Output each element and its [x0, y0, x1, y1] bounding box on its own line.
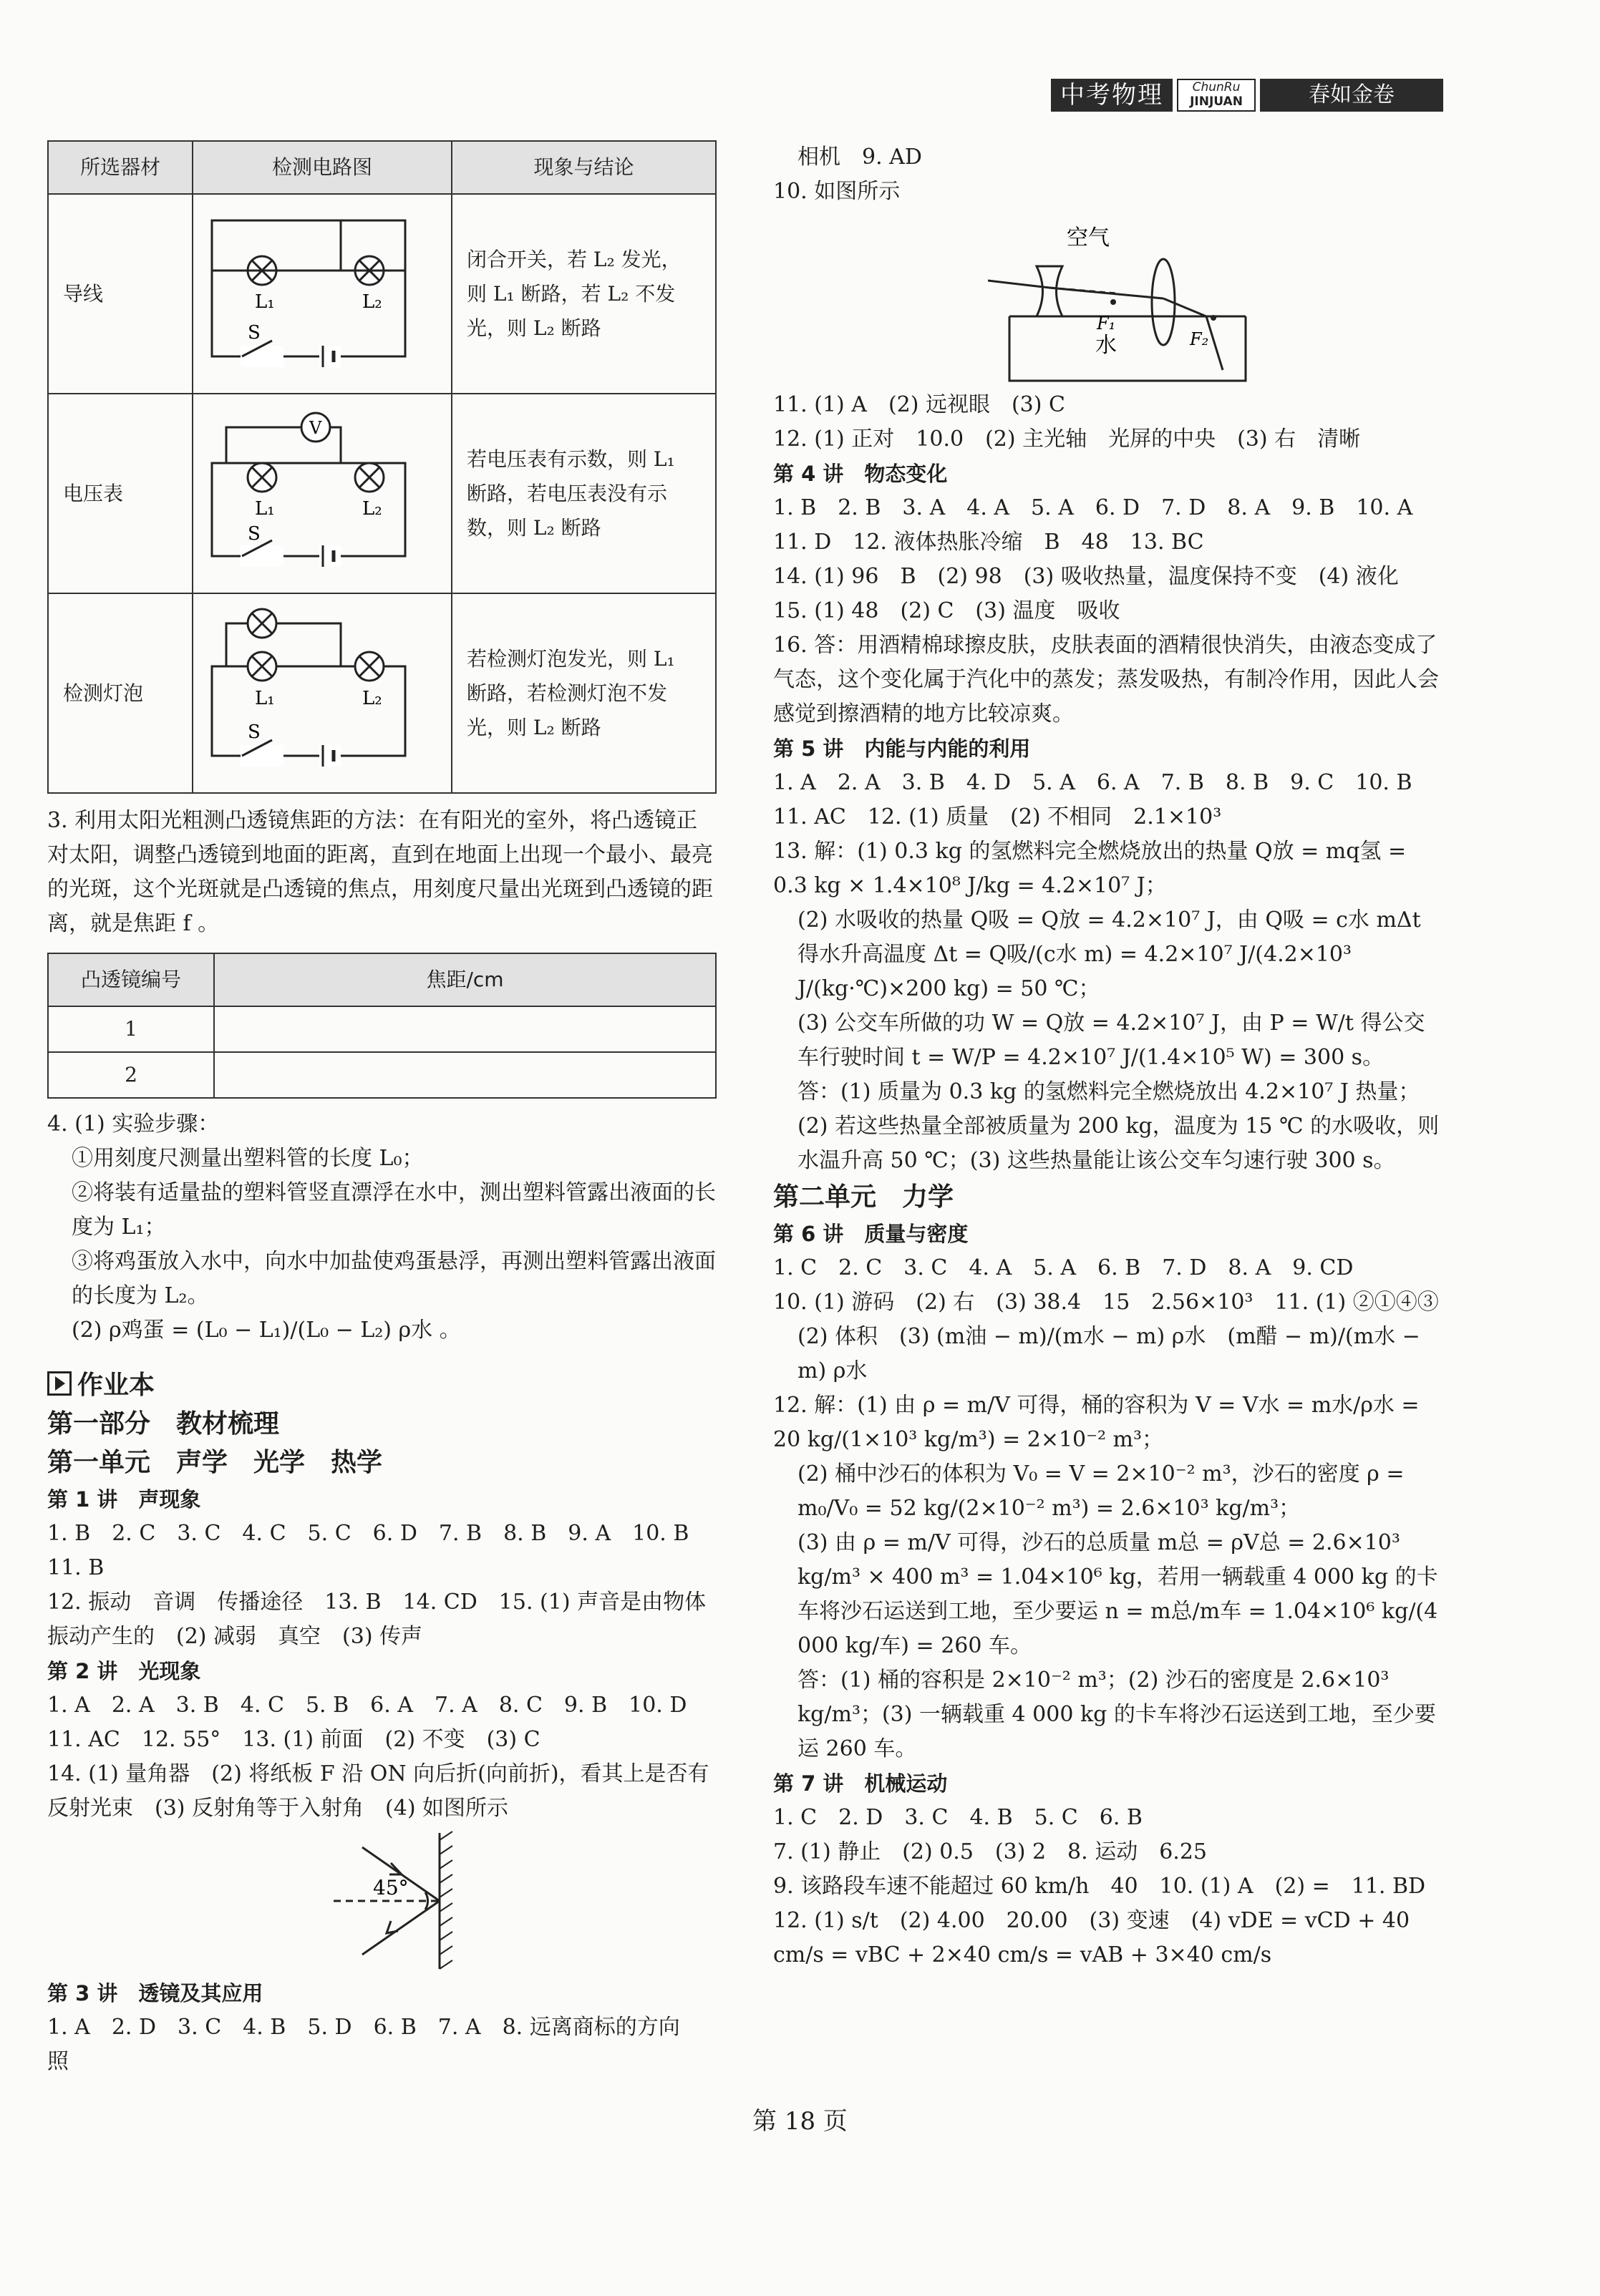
- table-cell: [214, 1006, 716, 1052]
- table-row: [48, 394, 716, 593]
- circuit-wire-svg: [198, 199, 427, 378]
- table-cell: 检测灯泡: [48, 593, 193, 793]
- reflection-figure: [47, 1826, 717, 1976]
- table-cell: 导线: [48, 194, 193, 394]
- lecture-4-answers: 1. B 2. B 3. A 4. A 5. A 6. D 7. D 8. A 9. B 10. A: [773, 495, 1413, 520]
- lecture-2-title: 第 2 讲 光现象: [47, 1659, 201, 1683]
- lecture-2-answers: 14. (1) 量角器 (2) 将纸板 F 沿 ON 向后折(向前折)，看其上是否有反射光束 (3) 反射角等于入射角 (4) 如图所示: [47, 1761, 709, 1821]
- lecture-3-answers: 相机 9. AD: [797, 145, 922, 170]
- lens-svg: [773, 209, 1443, 388]
- label-l2: L₂: [362, 291, 382, 313]
- lecture-4-title: 第 4 讲 物态变化: [773, 462, 948, 486]
- table-cell: 2: [48, 1052, 214, 1098]
- lecture-6-answers: 10. (1) 游码 (2) 右 (3) 38.4 15 2.56×10³ 11. (1) ②①④③: [773, 1290, 1439, 1315]
- lecture-5-answers: 13. 解：(1) 0.3 kg 的氢燃料完全燃烧放出的热量 Q放 = mq氢 = 0.3 kg × 1.4×10⁸ J/kg = 4.2×10⁷ J；: [773, 839, 1407, 898]
- label-v: V: [309, 418, 322, 438]
- lecture-5-title: 第 5 讲 内能与内能的利用: [773, 736, 1031, 761]
- q4-line-1: 4. (1) 实验步骤：: [47, 1111, 220, 1137]
- fig-air-label: 空气: [1067, 225, 1110, 250]
- table-header: 焦距/cm: [214, 953, 716, 1006]
- label-s: S: [248, 721, 261, 743]
- fig-water-label: 水: [1095, 333, 1117, 358]
- part-heading: 第一部分 教材梳理: [47, 1409, 280, 1439]
- lecture-6-answers: 1. C 2. C 3. C 4. A 5. A 6. B 7. D 8. A 9. CD: [773, 1255, 1354, 1280]
- label-l1: L₁: [255, 688, 275, 709]
- table-row: [48, 1052, 716, 1098]
- lecture-5-answers: 1. A 2. A 3. B 4. D 5. A 6. A 7. B 8. B 9. C 10. B: [773, 770, 1412, 795]
- circuit-diagram-voltmeter: [193, 394, 452, 593]
- lecture-7-answers: 7. (1) 静止 (2) 0.5 (3) 2 8. 运动 6.25: [773, 1839, 1208, 1864]
- unit2-heading: 第二单元 力学: [773, 1182, 954, 1212]
- lecture-7-answers: 1. C 2. D 3. C 4. B 5. C 6. B: [773, 1805, 1143, 1830]
- lecture-6-answers: 答：(1) 桶的容积是 2×10⁻² m³；(2) 沙石的密度是 2.6×10³ kg/m³；(3) 一辆载重 4 000 kg 的卡车将沙石运送到工地，至少要运 260 车。: [797, 1668, 1436, 1761]
- table-header: 现象与结论: [452, 141, 716, 194]
- lecture-5-answers: 11. AC 12. (1) 质量 (2) 不相同 2.1×10³: [773, 804, 1222, 830]
- table-header: 凸透镜编号: [48, 953, 214, 1006]
- table-row: [48, 194, 716, 394]
- table-cell: 闭合开关，若 L₂ 发光，则 L₁ 断路，若 L₂ 不发光，则 L₂ 断路: [452, 194, 716, 394]
- homework-heading: [47, 1366, 717, 1405]
- lecture-6-answers: (2) 体积 (3) (m油 − m)/(m水 − m) ρ水 (m醋 − m)/(m水 − m) ρ水: [797, 1324, 1420, 1383]
- circuit-table: [47, 140, 717, 794]
- lecture-3-answers: 12. (1) 正对 10.0 (2) 主光轴 光屏的中央 (3) 右 清晰: [773, 427, 1361, 452]
- label-l2: L₂: [362, 688, 382, 709]
- lecture-3-answers: 11. (1) A (2) 远视眼 (3) C: [773, 392, 1065, 417]
- table-cell: [214, 1052, 716, 1098]
- play-icon: [47, 1371, 72, 1396]
- page-number: 第 18 页: [752, 2107, 848, 2136]
- table-cell: 电压表: [48, 394, 193, 593]
- lecture-3-title: 第 3 讲 透镜及其应用: [47, 1981, 263, 2005]
- circuit-diagram-lamp: [193, 593, 452, 793]
- label-s: S: [248, 523, 261, 545]
- q4-line-3: ②将装有适量盐的塑料管竖直漂浮在水中，测出塑料管露出液面的长度为 L₁；: [72, 1180, 716, 1240]
- header-banner: [1051, 69, 1443, 120]
- fig-f1-label: F₁: [1097, 313, 1116, 334]
- lecture-7-title: 第 7 讲 机械运动: [773, 1771, 948, 1796]
- lecture-6-answers: (2) 桶中沙石的体积为 V₀ = V = 2×10⁻² m³，沙石的密度 ρ = m₀/V₀ = 52 kg/(2×10⁻² m³) = 2.6×10³ kg/m³；: [797, 1461, 1405, 1521]
- label-l1: L₁: [255, 498, 275, 520]
- label-l2: L₂: [362, 498, 382, 520]
- question-3: 3. 利用太阳光粗测凸透镜焦距的方法：在有阳光的室外，将凸透镜正对太阳，调整凸透镜到地面的距离，直到在地面上出现一个最小、最亮的光斑，这个光斑就是凸透镜的焦点，用刻度尺量出光斑到凸透镜的距离，就是焦距 f 。: [47, 808, 713, 936]
- brand-english-1: ChunRu: [1192, 80, 1241, 94]
- circuit-lamp-svg: [198, 598, 427, 777]
- lecture-3-answers: 1. A 2. D 3. C 4. B 5. D 6. B 7. A 8. 远离商标的方向 照: [47, 2015, 702, 2074]
- q4-line-2: ①用刻度尺测量出塑料管的长度 L₀；: [72, 1146, 424, 1171]
- q4-line-4: ③将鸡蛋放入水中，向水中加盐使鸡蛋悬浮，再测出塑料管露出液面的长度为 L₂。: [72, 1249, 716, 1308]
- brand-chinese: 春如金卷: [1260, 79, 1443, 112]
- lecture-4-answers: 15. (1) 48 (2) C (3) 温度 吸收: [773, 598, 1120, 623]
- brand-english-2: JINJUAN: [1190, 94, 1243, 109]
- reflection-svg: [47, 1826, 717, 1976]
- lecture-2-answers: 1. A 2. A 3. B 4. C 5. B 6. A 7. A 8. C 9. B 10. D 11. AC 12. 55° 13. (1) 前面 (2) 不变 (3) C: [47, 1693, 709, 1752]
- focal-length-table: [47, 953, 717, 1099]
- lecture-1-answers: 12. 振动 音调 传播途径 13. B 14. CD 15. (1) 声音是由物体振动产生的 (2) 减弱 真空 (3) 传声: [47, 1590, 707, 1649]
- lecture-6-answers: (3) 由 ρ = m/V 可得，沙石的总质量 m总 = ρV总 = 2.6×10³ kg/m³ × 400 m³ = 1.04×10⁶ kg，若用一辆载重 4 000 kg 的卡车将沙石运送到工地，至少要运 n = m总/m车 = 1.04×10⁶ kg/(4 000 kg/车) = 260 车。: [797, 1530, 1438, 1658]
- lecture-4-answers: 11. D 12. 液体热胀冷缩 B 48 13. BC: [773, 530, 1204, 555]
- table-row: [48, 593, 716, 793]
- lecture-4-answers: 14. (1) 96 B (2) 98 (3) 吸收热量，温度保持不变 (4) 液化: [773, 564, 1399, 589]
- lecture-6-answers: 12. 解：(1) 由 ρ = m/V 可得，桶的容积为 V = V水 = m水/ρ水 = 20 kg/(1×10³ kg/m³) = 2×10⁻² m³；: [773, 1393, 1420, 1452]
- table-row: [48, 1006, 716, 1052]
- lecture-1-answers: 1. B 2. C 3. C 4. C 5. C 6. D 7. B 8. B 9. A 10. B 11. B: [47, 1521, 711, 1580]
- table-cell: 若检测灯泡发光，则 L₁ 断路，若检测灯泡不发光，则 L₂ 断路: [452, 593, 716, 793]
- lecture-5-answers: (3) 公交车所做的功 W = Q放 = 4.2×10⁷ J，由 P = W/t 得公交车行驶时间 t = W/P = 4.2×10⁷ J/(1.4×10⁵ W) = 300 s。: [797, 1011, 1425, 1070]
- homework-title: 作业本: [77, 1371, 155, 1400]
- lecture-6-title: 第 6 讲 质量与密度: [773, 1222, 969, 1246]
- angle-label: 45°: [373, 1876, 409, 1899]
- lecture-7-answers: 9. 该路段车速不能超过 60 km/h 40 10. (1) A (2) = 11. BD: [773, 1874, 1426, 1899]
- circuit-voltmeter-svg: [198, 399, 427, 578]
- label-l1: L₁: [255, 291, 275, 313]
- q4-line-5: (2) ρ鸡蛋 = (L₀ − L₁)/(L₀ − L₂) ρ水 。: [72, 1318, 461, 1343]
- circuit-diagram-wire: [193, 194, 452, 394]
- lecture-7-answers: 12. (1) s/t (2) 4.00 20.00 (3) 变速 (4) vDE = vCD + 40 cm/s = vBC + 2×40 cm/s = vAB + 3×40 cm/s: [773, 1908, 1410, 1967]
- table-header: 检测电路图: [193, 141, 452, 194]
- table-cell: 若电压表有示数，则 L₁ 断路，若电压表没有示数，则 L₂ 断路: [452, 394, 716, 593]
- table-header: 所选器材: [48, 141, 193, 194]
- lecture-1-title: 第 1 讲 声现象: [47, 1487, 201, 1512]
- lecture-4-answers: 16. 答：用酒精棉球擦皮肤，皮肤表面的酒精很快消失，由液态变成了气态，这个变化属于汽化中的蒸发；蒸发吸热，有制冷作用，因此人会感觉到擦酒精的地方比较凉爽。: [773, 633, 1439, 726]
- left-column: [47, 140, 717, 2079]
- header-title: 中考物理: [1051, 79, 1173, 112]
- lecture-5-answers: 答：(1) 质量为 0.3 kg 的氢燃料完全燃烧放出 4.2×10⁷ J 热量；(2) 若这些热量全部被质量为 200 kg，温度为 15 ℃ 的水吸收，则水温升高 50 ℃；(3) 这些热量能让该公交车匀速行驶 300 s。: [797, 1079, 1440, 1173]
- label-s: S: [248, 322, 261, 344]
- lecture-5-answers: (2) 水吸收的热量 Q吸 = Q放 = 4.2×10⁷ J，由 Q吸 = c水 mΔt 得水升高温度 Δt = Q吸/(c水 m) = 4.2×10⁷ J/(4.2×10³ J/(kg·℃)×200 kg) = 50 ℃；: [797, 908, 1421, 1001]
- lecture-3-answers: 10. 如图所示: [773, 179, 901, 204]
- right-column: [773, 140, 1443, 1972]
- table-cell: 1: [48, 1006, 214, 1052]
- brand-english: [1177, 79, 1256, 112]
- fig-f2-label: F₂: [1190, 329, 1209, 349]
- lens-figure: [773, 209, 1443, 388]
- unit1-heading: 第一单元 声学 光学 热学: [47, 1448, 383, 1477]
